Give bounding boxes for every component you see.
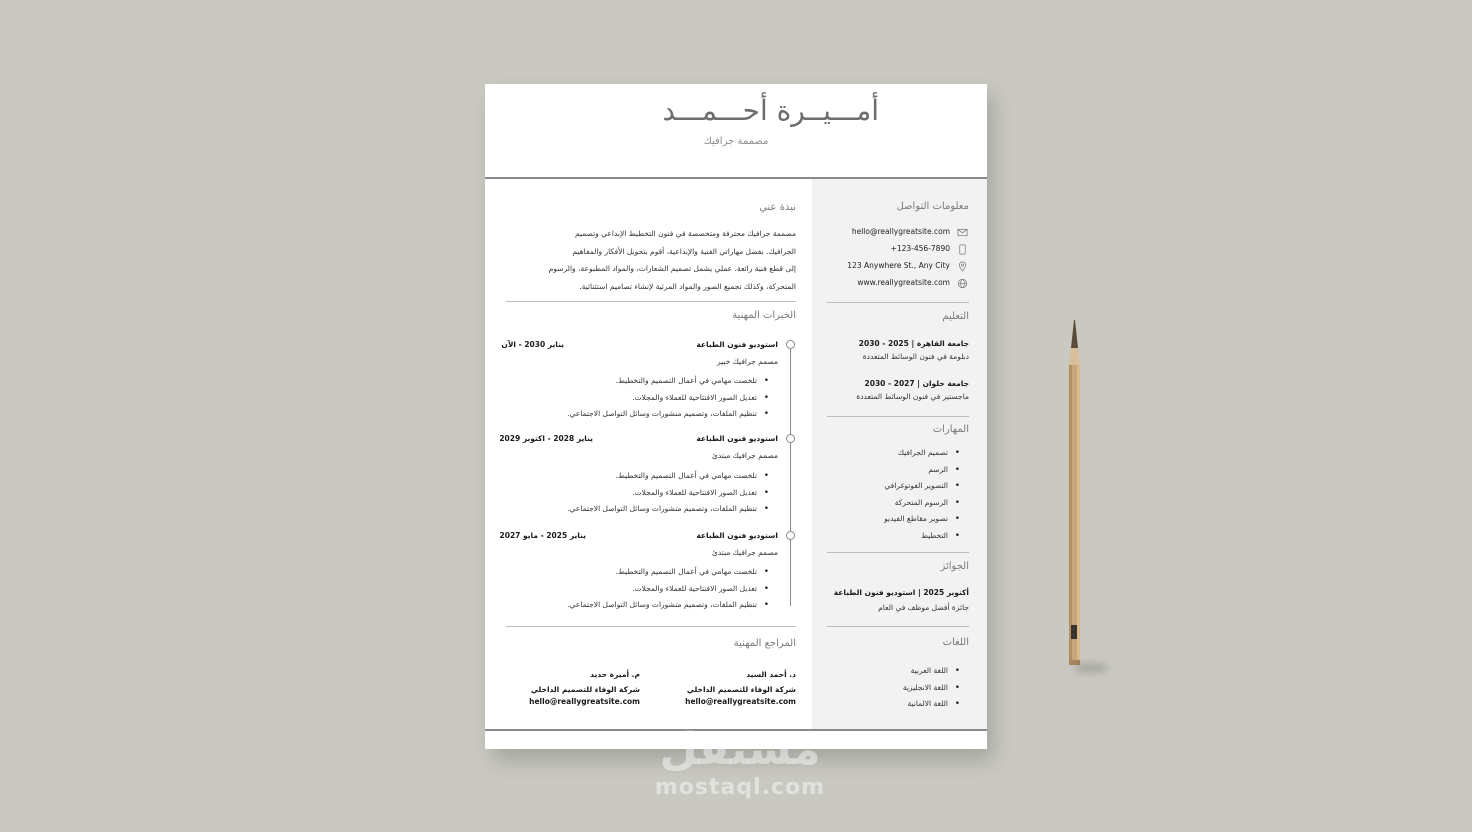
job-role: مصمم جرافيك مبتدئ	[712, 548, 778, 557]
job-dates: يناير 2030 - الآن	[501, 340, 564, 349]
resume-document	[485, 84, 987, 749]
reference-name: د. أحمد السيد	[746, 670, 796, 679]
job-company: استوديو فنون الطباعة	[696, 340, 778, 349]
about-paragraph	[504, 225, 796, 295]
awards-title: الجوائز	[940, 561, 969, 572]
job-dates: يناير 2025 - مايو 2027	[499, 531, 586, 540]
duty-item: • تلخصت مهامي في أعمال التصميم والتخطيط.	[567, 375, 769, 392]
languages-list	[903, 665, 960, 715]
job-duties	[567, 470, 769, 520]
contact-phone	[825, 244, 970, 256]
job-company: استوديو فنون الطباعة	[696, 531, 778, 540]
mail-icon	[957, 227, 968, 238]
sidebar-divider	[827, 552, 969, 553]
job-duties	[567, 375, 769, 425]
about-line: إلى قطع فنية رائعة. عملي يشمل تصميم الشعارات، والمواد المطبوعة، والرسوم	[548, 264, 796, 273]
about-line: المتحركة، وكذلك تجميع الصور والمواد المرئية لإنشاء تصاميم استثنائية.	[579, 281, 796, 291]
languages-title: اللغات	[942, 637, 969, 648]
education-degree: ماجستير في فنون الوسائط المتعددة	[856, 392, 969, 401]
main-divider	[506, 301, 796, 302]
skill-item: • تصميم الجرافيك	[884, 447, 960, 464]
sidebar-divider	[827, 626, 969, 627]
duty-item: • تنظيم الملفات، وتصميم منشورات وسائل التواصل الاجتماعي.	[567, 408, 769, 425]
reference-email: hello@reallygreatsite.com	[529, 697, 640, 706]
location-pin-icon	[957, 261, 968, 272]
duty-item: • تلخصت مهامي في أعمال التصميم والتخطيط.	[567, 470, 769, 487]
skill-item: • الرسوم المتحركة	[884, 497, 960, 514]
language-item: • اللغة الانجليزية	[903, 682, 960, 699]
person-name: أمـــيــرة أحـــمـــد	[662, 94, 879, 127]
phone-icon	[957, 244, 968, 255]
education-heading: جامعة حلوان | 2027 - 2030	[864, 379, 969, 388]
skills-list	[884, 447, 960, 547]
job-duties	[567, 566, 769, 616]
duty-item: • تعديل الصور الافتتاحية للعملاء والمجلات.	[567, 583, 769, 600]
education-degree: دبلومة في فنون الوسائط المتعددة	[862, 352, 969, 361]
job-role: مصمم جرافيك خبير	[717, 357, 778, 366]
contact-address-text: 123 Anywhere St., Any City	[847, 261, 950, 270]
contact-website	[825, 278, 970, 290]
duty-item: • تعديل الصور الافتتاحية للعملاء والمجلات.	[567, 392, 769, 409]
job-title: مصممة جرافيك	[703, 136, 769, 147]
timeline-dot	[786, 340, 795, 349]
skill-item: • التصوير الفوتوغرافي	[884, 480, 960, 497]
skill-item: • الرسم	[884, 464, 960, 481]
about-line: الجرافيك. بفضل مهاراتي الفنية والإبداعية، أقوم بتحويل الأفكار والمفاهيم	[572, 246, 796, 256]
pencil-shadow	[1076, 664, 1106, 672]
skill-item: • التخطيط	[884, 530, 960, 547]
duty-item: • تلخصت مهامي في أعمال التصميم والتخطيط.	[567, 566, 769, 583]
timeline-dot	[786, 531, 795, 540]
skills-title: المهارات	[932, 424, 969, 435]
main-divider	[506, 626, 796, 627]
award-heading: أكتوبر 2025 | استوديو فنون الطباعة	[833, 588, 969, 597]
award-description: جائزة أفضل موظف في العام	[878, 603, 969, 612]
experience-title: الخبرات المهنية	[732, 310, 796, 321]
reference-company: شركة الوفاء للتصميم الداخلي	[530, 685, 640, 694]
language-item: • اللغة الالمانية	[903, 698, 960, 715]
job-role: مصمم جرافيك مبتدئ	[712, 451, 778, 460]
watermark	[640, 725, 840, 801]
duty-item: • تنظيم الملفات، وتصميم منشورات وسائل التواصل الاجتماعي.	[567, 503, 769, 520]
duty-item: • تنظيم الملفات، وتصميم منشورات وسائل التواصل الاجتماعي.	[567, 599, 769, 616]
contact-title: معلومات التواصل	[896, 201, 969, 212]
contact-phone-text: +123-456-7890	[890, 244, 950, 253]
reference-email: hello@reallygreatsite.com	[685, 697, 796, 706]
pencil	[1068, 320, 1088, 665]
timeline-dot	[786, 434, 795, 443]
language-item: • اللغة العربية	[903, 665, 960, 682]
education-title: التعليم	[942, 311, 969, 322]
duty-item: • تعديل الصور الافتتاحية للعملاء والمجلات.	[567, 487, 769, 504]
sidebar-divider	[827, 416, 969, 417]
about-title: نبذة عني	[759, 202, 796, 213]
skill-item: • تصوير مقاطع الفيديو	[884, 513, 960, 530]
reference-company: شركة الوفاء للتصميم الداخلي	[686, 685, 796, 694]
job-dates: يناير 2028 - اكتوبر 2029	[499, 434, 593, 443]
contact-address	[825, 261, 970, 273]
sidebar-divider	[827, 302, 969, 303]
timeline-line	[790, 346, 791, 606]
watermark-url: mostaql.com	[654, 775, 826, 800]
contact-email-text: hello@reallygreatsite.com	[851, 227, 950, 236]
about-line: مصممة جرافيك محترفة ومتخصصة في فنون التخطيط الإبداعي وتصميم	[574, 229, 796, 238]
job-company: استوديو فنون الطباعة	[696, 434, 778, 443]
references-title: المراجع المهنية	[733, 638, 796, 649]
education-heading: جامعة القاهرة | 2025 - 2030	[858, 339, 969, 348]
globe-icon	[957, 278, 968, 289]
reference-name: م. أميرة حديد	[590, 670, 640, 679]
contact-website-text: www.reallygreatsite.com	[857, 278, 950, 287]
contact-email	[825, 227, 970, 239]
watermark-arabic: مستقل	[659, 724, 821, 775]
resume-header	[485, 84, 987, 179]
